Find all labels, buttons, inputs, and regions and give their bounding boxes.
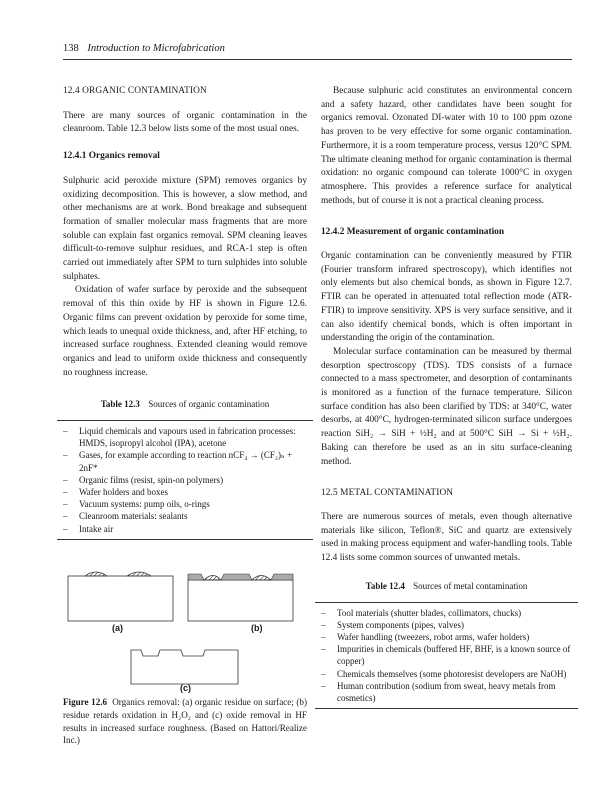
section-title-organic: 12.4 ORGANIC CONTAMINATION (63, 86, 207, 96)
list-item: – Chemicals themselves (some photoresist developers are NaOH) (321, 668, 572, 680)
paragraph-alternatives: Because sulphuric acid constitutes an environmental concern and a safety hazard, other candidates have been sought for organics removal. Ozonated DI-water with 10 to 100 ppm ozone has proven to be very effective for some organic contamination. Furthermore, it is a room temperature process, versus 120°C SPM. The ultimate cleaning method for organic contamination is thermal oxidation: no organic compound can tolerate 1000°C in oxygen atmosphere. This provides a reference surface for analytical methods, but of course it is not a practical cleaning process. (321, 86, 572, 206)
figure-caption-label: Figure 12.6 (63, 697, 108, 707)
figure-12-6-diagram (63, 560, 313, 695)
right-column (321, 85, 572, 709)
table-list (63, 425, 307, 535)
left-column (63, 85, 307, 540)
figure-caption-text: Organics removal: (a) organic residue on surface; (b) residue retards oxidation in H₂O₂ and (c) oxide removal in HF results in increased surface roughness. (Based on Hattori/Realize Inc.) (63, 697, 307, 746)
header-rule (63, 59, 572, 60)
figure-label-b: (b) (251, 623, 263, 633)
panel-c (131, 650, 238, 684)
paragraph-spm: Sulphuric acid peroxide mixture (SPM) removes organics by oxidizing decomposition. This is however, a slow method, and other mechanisms are at work. Bond breakage and subsequent formation of smaller molecular mass fragments that are more soluble can explain fast organics removal. SPM cleaning leaves difficult-to-remove sulphur residues, and RCA-1 step is often carried out immediately after SPM to turn sulphides into soluble sulphates. (63, 175, 307, 282)
paragraph-ftir: Organic contamination can be conveniently measured by FTIR (Fourier transform infrared spectroscopy), which identifies not only elements but also chemical bonds, as shown in Figure 12.7. FTIR can be operated in attenuated total reflection mode (ATR-FTIR) to improve sensitivity. XPS is very surface sensitive, and it can also identify chemical bonds, which is often important in understanding the origin of the contamination. (321, 251, 572, 344)
table-label: Table 12.3 (100, 399, 140, 410)
running-header (63, 43, 225, 54)
table-caption-text: Sources of metal contamination (413, 580, 528, 591)
panel-b (188, 574, 293, 621)
table-list (321, 607, 572, 705)
table-12-4 (321, 580, 572, 709)
paragraph-tds: Molecular surface contamination can be measured by thermal desorption spectroscopy (TDS). TDS consists of a furnace connected to a mass spectrometer, and desorption of contaminants is monitored as a function of the furnace temperature. Silicon surface condition has also been clarified by TDS: at 340°C, water desorbs, at 400°C, hydrogen-terminated silicon surface undergoes reaction SiH₂ → SiH + ½H₂ and at 500°C SiH → Si + ½H₂. Baking can therefore be used as an in situ surface-cleaning method. (321, 346, 572, 467)
table-12-3 (63, 398, 307, 540)
table-top-rule (315, 602, 578, 603)
figure-caption (63, 696, 307, 747)
list-item: – Organic films (resist, spin-on polymers) (63, 474, 307, 486)
intro-paragraph: There are many sources of organic contamination in the cleanroom. Table 12.3 below lists some of the most usual ones. (63, 110, 307, 135)
paragraph-metals: There are numerous sources of metals, even though alternative materials like silicon, Teflon®, SiC and quartz are extensively used in making process equipment and wafer-handling tools. Table 12.4 lists some common sources of unwanted metals. (321, 511, 572, 564)
table-caption-text: Sources of organic contamination (148, 399, 270, 410)
section-title-metal: 12.5 METAL CONTAMINATION (321, 488, 454, 499)
figure-label-a: (a) (112, 623, 123, 633)
list-item: – Liquid chemicals and vapours used in fabrication processes: HMDS, isopropyl alcohol (IPA), acetone (63, 425, 307, 449)
list-item: – Tool materials (shutter blades, collimators, chucks) (321, 607, 572, 619)
table-bottom-rule (315, 708, 578, 709)
table-bottom-rule (57, 539, 313, 540)
list-item: – System components (pipes, valves) (321, 619, 572, 631)
paragraph-oxidation: Oxidation of wafer surface by peroxide and the subsequent removal of this thin oxide by HF is shown in Figure 12.6. Organic films can prevent oxidation by peroxide for some time, which leads to unequal oxide thickness, and, after HF etching, to increased surface roughness. Extended cleaning would remove organics and lead to uniform oxide thickness and consequently no roughness increase. (63, 285, 307, 378)
table-caption (321, 580, 572, 594)
list-item: – Gases, for example according to reaction nCF₄ → (CF₂)ₙ + 2nF* (63, 449, 307, 473)
list-item: – Vacuum systems: pump oils, o-rings (63, 498, 307, 510)
table-caption (63, 398, 307, 412)
panel-a (68, 572, 173, 621)
list-item: – Human contribution (sodium from sweat, heavy metals from cosmetics) (321, 680, 572, 704)
figure-label-c: (c) (180, 683, 191, 693)
subsection-title-measurement: 12.4.2 Measurement of organic contamination (321, 227, 505, 238)
list-item: – Wafer handling (tweezers, robot arms, wafer holders) (321, 631, 572, 643)
table-top-rule (57, 420, 313, 421)
list-item: – Wafer holders and boxes (63, 486, 307, 498)
list-item: – Impurities in chemicals (buffered HF, BHF, is a known source of copper) (321, 643, 572, 667)
list-item: – Intake air (63, 523, 307, 535)
page-number: 138 (63, 43, 79, 54)
list-item: – Cleanroom materials: sealants (63, 510, 307, 522)
table-label: Table 12.4 (365, 580, 405, 591)
subsection-title-organics-removal: 12.4.1 Organics removal (63, 151, 160, 162)
running-title: Introduction to Microfabrication (87, 43, 225, 54)
